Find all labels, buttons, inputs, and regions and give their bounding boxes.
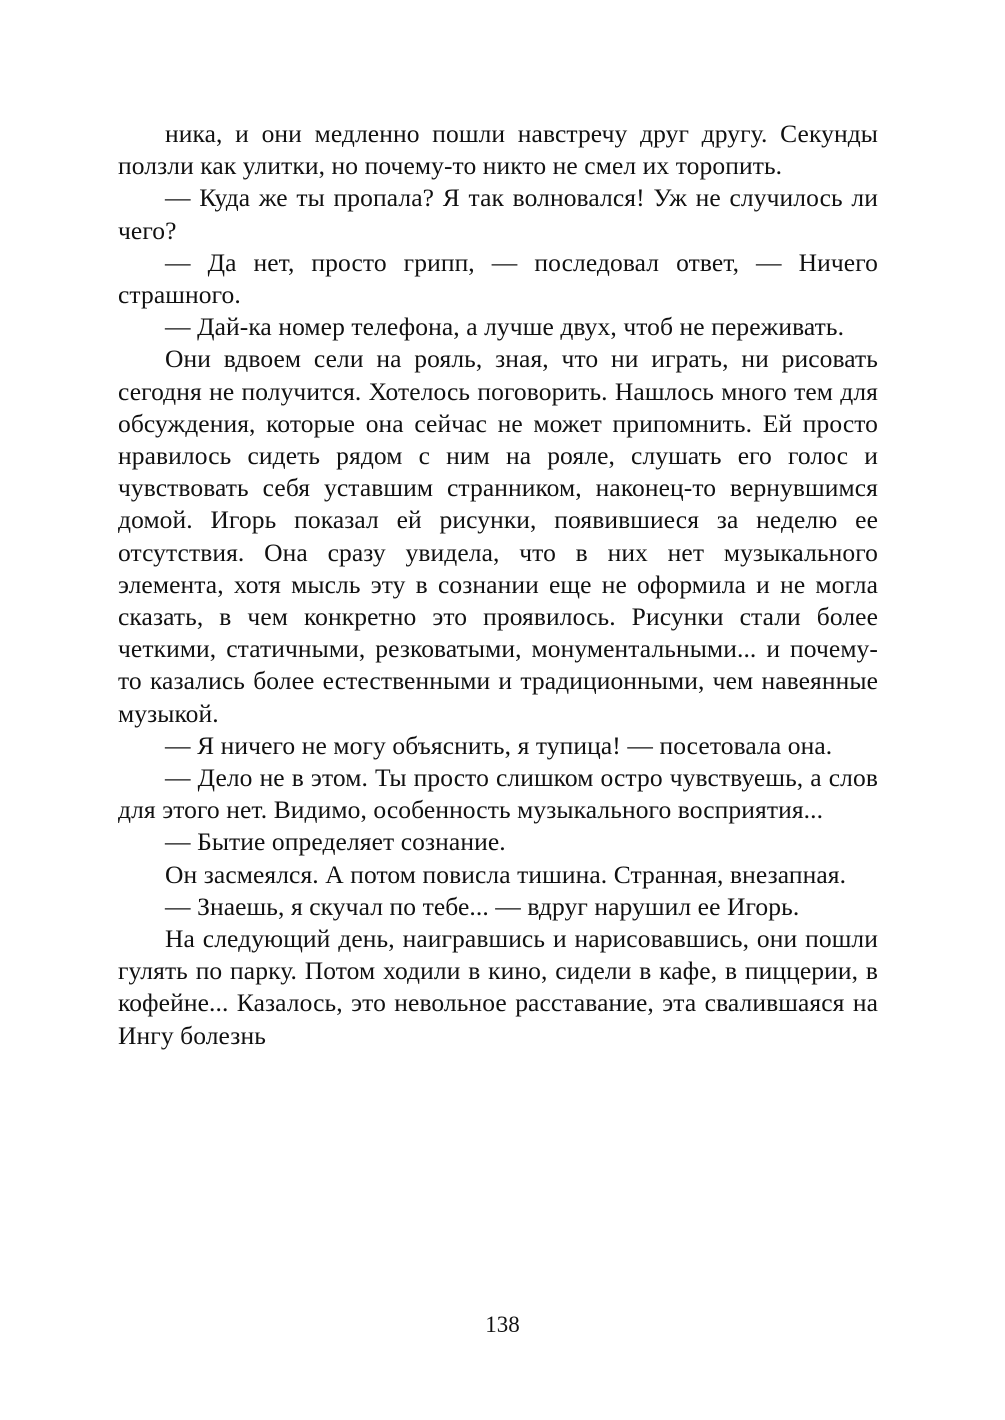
paragraph: На следующий день, наигравшись и нарисовавшись, они пошли гулять по парку. Потом ходили в кино, сидели в кафе, в пиццерии, в кофейне... Казалось, это невольное расставание, эта свалившаяся на Ингу болезнь — [118, 924, 878, 1050]
paragraph: — Дело не в этом. Ты просто слишком остро чувствуешь, а слов для этого нет. Видимо, особенность музыкального восприятия... — [118, 763, 878, 825]
paragraph: Они вдвоем сели на рояль, зная, что ни играть, ни рисовать сегодня не получится. Хотелось поговорить. Нашлось много тем для обсуждения, которые она сейчас не может припомнить. Ей просто нравилось сидеть рядом с ним на рояле, слушать его голос и чувствовать себя уставшим странником, наконец-то вернувшимся домой. Игорь показал ей рисунки, появившиеся за неделю ее отсутствия. Она сразу увидела, что в них нет музыкального элемента, хотя мысль эту в сознании еще не оформила и не могла сказать, в чем конкретно это проявилось. Рисунки стали более четкими, статичными, резковатыми, монументальными... и почему-то казались более естественными и традиционными, чем навеянные музыкой. — [118, 344, 878, 728]
page-text-body — [118, 118, 878, 1052]
paragraph: — Дай-ка номер телефона, а лучше двух, чтоб не переживать. — [165, 312, 845, 342]
paragraph: — Куда же ты пропала? Я так волновался! Уж не случилось ли чего? — [118, 183, 878, 245]
paragraph: — Я ничего не могу объяснить, я тупица! — посетовала она. — [165, 730, 833, 760]
paragraph: — Бытие определяет сознание. — [165, 827, 506, 857]
paragraph: ника, и они медленно пошли навстречу друг другу. Секунды ползли как улитки, но почему-то никто не смел их торопить. — [118, 119, 878, 181]
page-number: 138 — [485, 1312, 520, 1337]
paragraph: — Да нет, просто грипп, — последовал ответ, — Ничего страшного. — [118, 247, 878, 310]
paragraph: Он засмеялся. А потом повисла тишина. Странная, внезапная. — [165, 859, 847, 889]
paragraph: — Знаешь, я скучал по тебе... — вдруг нарушил ее Игорь. — [165, 891, 800, 921]
